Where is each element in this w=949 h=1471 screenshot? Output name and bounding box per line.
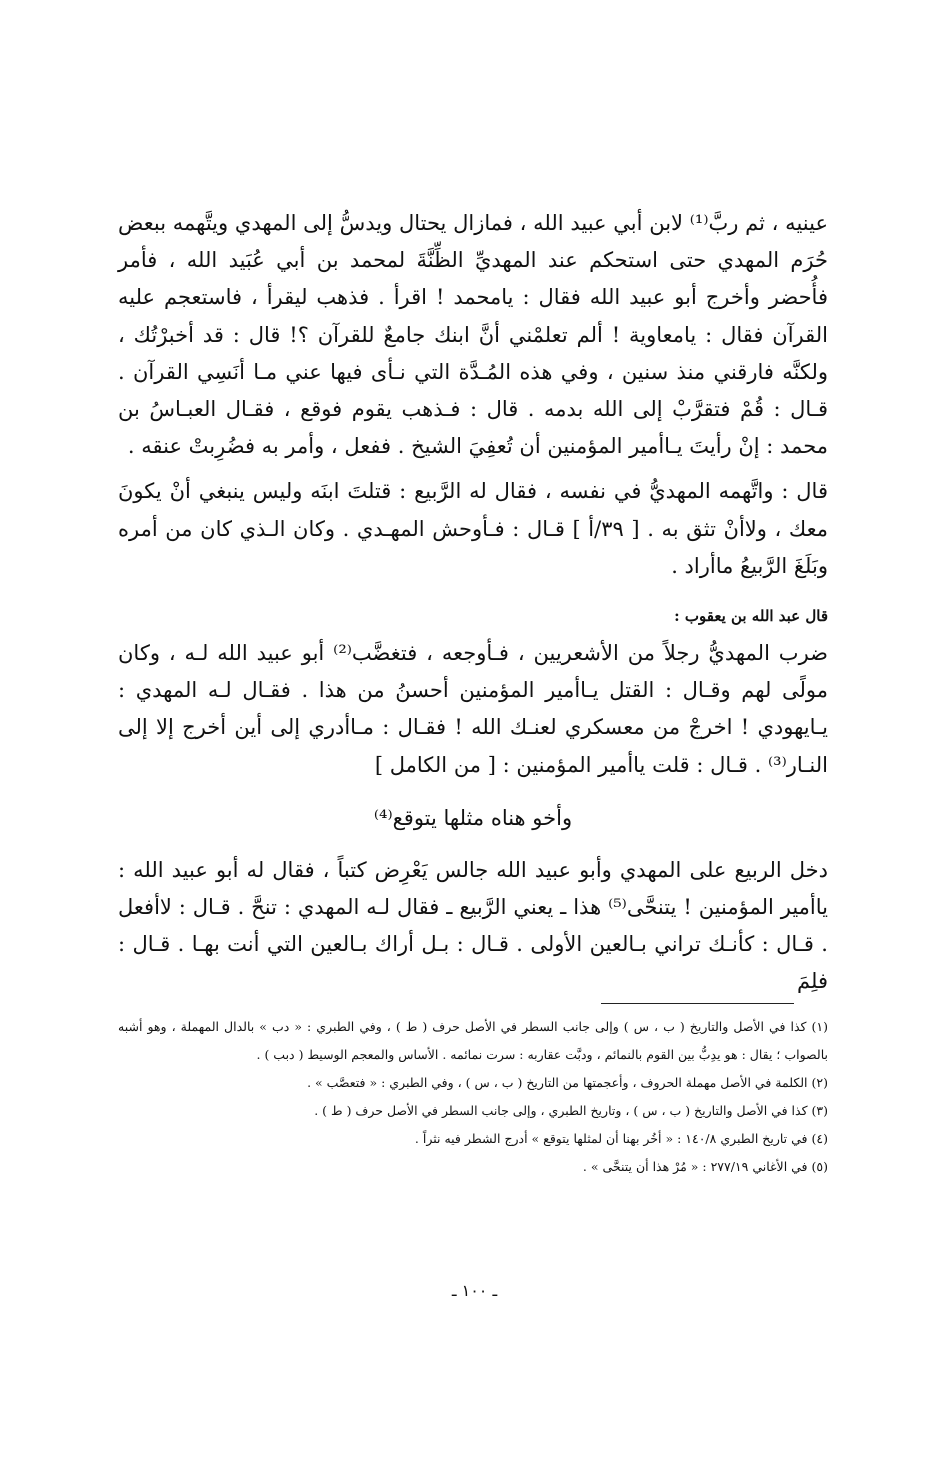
paragraph-1: عينيه ، ثم ربَّ⁽¹⁾ لابن أبي عبيد الله ، فمازال يحتال ويدسُّ إلى المهدي ويتَّهمه ببعض حُرَم المهدي حتى استحكم عند المهديِّ الظِّنَّةَ لمحمد بن أبي عُبَيد الله ، فأمر فأُحضر وأخرج أبو عبيد الله فقال : يامحمد ! اقرأ . فذهب ليقرأ ، فاستعجم عليه القرآن فقال : يامعاوية ! ألم تعلمْني أنَّ ابنك جامعٌ للقرآن ؟! قال : قد أخبرْتُك ، ولكنَّه فارقني منذ سنين ، وفي هذه المُـدَّة التي نـأى فيها عني مـا أنَسِي القرآن . قـال : قُمْ فتقرَّبْ إلى الله بدمه . قال : فـذهب يقوم فوقع ، فقـال العبـاسُ بن محمد : إنْ رأيتَ يـاأمير المؤمنين أن تُعفِيَ الشيخ . ففعل ، وأمر به فضُرِبتْ عنقه . <box>118 211 828 459</box>
footnote-1: (١) كذا في الأصل والتاريخ ( ب ، س ) وإلى جانب السطر في الأصل حرف ( ط ) ، وفي الطبري : « دب » بالدال المهملة ، وهو أشبه بالصواب ؛ يقال : هو يدِبُّ بين القوم بالنمائم ، ودبَّت عقاربه : سرت نمائمه . الأساس والمعجم الوسيط ( دبب ) . <box>118 1019 828 1062</box>
footnote-divider <box>601 1003 794 1004</box>
section-heading: قال عبد الله بن يعقوب : <box>674 607 828 626</box>
page-number: ـ ١٠٠ ـ <box>451 1281 498 1300</box>
main-text <box>118 205 828 1001</box>
footnote-3: (٣) كذا في الأصل والتاريخ ( ب ، س ) ، وتاريخ الطبري ، وإلى جانب السطر في الأصل حرف ( ط ) . <box>314 1103 828 1118</box>
paragraph-2: قال : واتَّهمه المهديُّ في نفسه ، فقال له الرَّبيع : قتلتَ ابنَه وليس ينبغي أنْ يكونَ معك ، ولاأنْ تثق به . [ ٣٩/أ ] قـال : فـأوحش المهـدي . وكان الـذي كان من أمره وبَلَغَ الرَّبيعُ ماأراد . <box>118 479 829 578</box>
footnote-2: (٢) الكلمة في الأصل مهملة الحروف ، وأعجمتها من التاريخ ( ب ، س ) ، وفي الطبري : « فتعصَّب » . <box>307 1075 828 1090</box>
paragraph-4: دخل الربيع على المهدي وأبو عبيد الله جالس يَعْرِض كتباً ، فقال له أبو عبيد الله : ياأمير المؤمنين ! يتنحَّى⁽⁵⁾ هذا ـ يعني الرَّبيع ـ فقال لـه المهدي : تنحَّ . قـال : لاأفعل . قـال : كأنـك تراني بـالعين الأولى . قـال : بـل أراك بـالعين التي أنت بهـا . قـال : فلِمَ <box>118 857 828 994</box>
paragraph-3: ضرب المهديُّ رجلاً من الأشعريين ، فـأوجعه ، فتغضَّب⁽²⁾ أبو عبيد الله لـه ، وكان مولًى لهم وقـال : القتل يـاأمير المؤمنين أحسنُ من هذا . فقـال لـه المهدي : يـايهودي ! اخرجْ من معسكري لعنـك الله ! فقـال : مـاأدري إلى أين أخرج إلا إلى النـار⁽³⁾ . قـال : قلت ياأمير المؤمنين : [ من الكامل ] <box>118 641 828 777</box>
footnote-5: (٥) في الأغاني ٢٧٧/١٩ : « مُرْ هذا أن يتنحَّى » . <box>582 1159 828 1174</box>
verse-line: وأخو هناه مثلها يتوقع⁽⁴⁾ <box>373 805 573 830</box>
footnotes <box>118 1013 828 1181</box>
footnote-4: (٤) في تاريخ الطبري ١٤٠/٨ : « أخُر بهنا أن لمثلها يتوقع » أدرج الشطر فيه نثراً . <box>414 1131 828 1146</box>
